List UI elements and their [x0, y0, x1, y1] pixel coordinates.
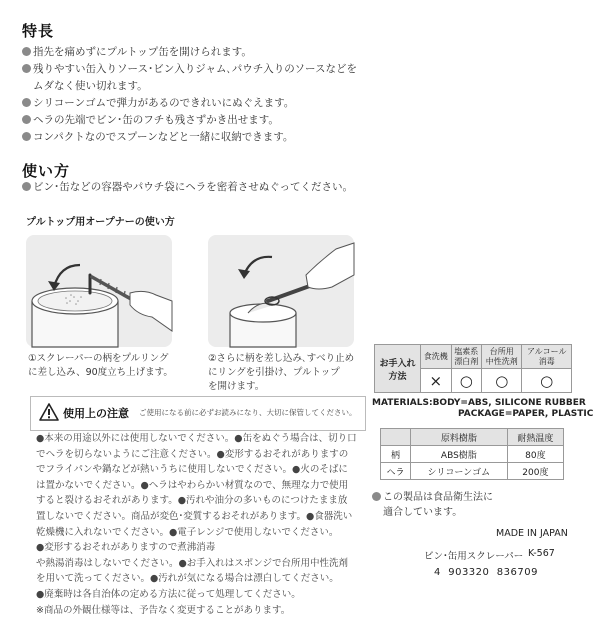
- feature-item: 残りやすい缶入りソース･ビン入りジャム､パウチ入りのソースなどを: [22, 61, 357, 78]
- feature-item: ヘラの先端でビン･缶のフチも残さずかき出せます。: [22, 112, 357, 129]
- bullet-icon: [22, 98, 31, 107]
- care-header: 台所用 中性洗剤: [482, 345, 522, 369]
- care-symbol: ○: [451, 369, 482, 393]
- feature-item: 指先を痛めずにプルトップ缶を開けられます。: [22, 44, 357, 61]
- made-in: MADE IN JAPAN: [496, 528, 568, 539]
- bullet-icon: [22, 182, 31, 191]
- care-symbol: ○: [522, 369, 572, 393]
- materials-line2: PACKAGE=PAPER, PLASTIC: [458, 409, 594, 419]
- materials-line1: MATERIALS:BODY=ABS, SILICONE RUBBER: [372, 398, 586, 408]
- bullet-icon: [372, 492, 381, 501]
- feature-item: コンパクトなのでスプーンなどと一緒に収納できます。: [22, 129, 357, 146]
- care-symbol: ×: [421, 369, 452, 393]
- features-heading: 特長: [22, 22, 55, 40]
- caution-title: 使用上の注意: [63, 407, 129, 420]
- model-number: K-567: [528, 548, 555, 559]
- care-header: 食洗機: [421, 345, 452, 369]
- care-header: アルコール 消毒: [522, 345, 572, 369]
- features-list: [22, 44, 357, 146]
- barcode-number: 4 903320 836709: [434, 567, 538, 578]
- table-row: ヘラ シリコーンゴム 200度: [381, 463, 564, 480]
- care-header: 塩素系 漂白剤: [451, 345, 482, 369]
- hygiene-note: この製品は食品衛生法に 適合しています。: [372, 490, 493, 520]
- bullet-icon: [22, 132, 31, 141]
- material-table: [380, 428, 564, 480]
- bullet-icon: [22, 115, 31, 124]
- material-header: 原料樹脂: [411, 429, 508, 446]
- feature-item-cont: ムダなく使い切れます。: [33, 80, 148, 92]
- table-row: 柄 ABS樹脂 80度: [381, 446, 564, 463]
- usage-item: ビン･缶などの容器やパウチ袋にヘラを密着させぬぐってください。: [22, 179, 353, 196]
- usage-heading: 使い方: [22, 162, 71, 180]
- step1-illustration: [26, 235, 172, 347]
- step2-caption: ②さらに柄を差し込み､すべり止め にリングを引掛け、プルトップ を開けます。: [208, 353, 355, 392]
- product-name: ビン･缶用スクレーパー: [424, 551, 524, 562]
- opener-title: プルトップ用オープナーの使い方: [26, 217, 175, 228]
- care-label: お手入れ 方法: [375, 345, 421, 393]
- step1-caption: ①スクレーパーの柄をプルリング に差し込み、90度立ち上げます。: [28, 353, 173, 378]
- warning-icon: [39, 403, 59, 421]
- care-table: [374, 344, 572, 393]
- bullet-icon: [22, 47, 31, 56]
- feature-item: シリコーンゴムで弾力があるのできれいにぬぐえます。: [22, 95, 357, 112]
- bullet-icon: [22, 64, 31, 73]
- material-header: 耐熱温度: [507, 429, 563, 446]
- caution-text: ●本来の用途以外には使用しないでください。●缶をぬぐう場合は、切り口 でヘラを切らないようにご注意ください。●変形するおそれがありますの でフライパンや鍋などが熱いうちに使用しないでください。●火のそばに は置かないでください。●ヘラはやわらかい材質なので、無理な力で使用 すると裂けるおそれがあります。●汚れや油分の多いものにつけたまま放 置しないでください。商品が変色･変質するおそれがあります。●食器洗い 乾燥機に入れないでください。●電子レンジで使用しないでください。 ●変形するおそれがありますので煮沸消毒 や熱湯消毒はしないでください。●お手入れはスポンジで台所用中性洗剤 を用いて洗ってください。●汚れが気になる場合は漂白してください。 ●廃棄時は各自治体の定める方法に従って処理してください。 ※商品の外観仕様等は、予告なく変更することがあります。: [36, 433, 357, 616]
- step2-illustration: [208, 235, 354, 347]
- caution-note: ご使用になる前に必ずお読みになり、大切に保管してください。: [139, 408, 357, 417]
- care-symbol: ○: [482, 369, 522, 393]
- caution-header: [30, 396, 366, 431]
